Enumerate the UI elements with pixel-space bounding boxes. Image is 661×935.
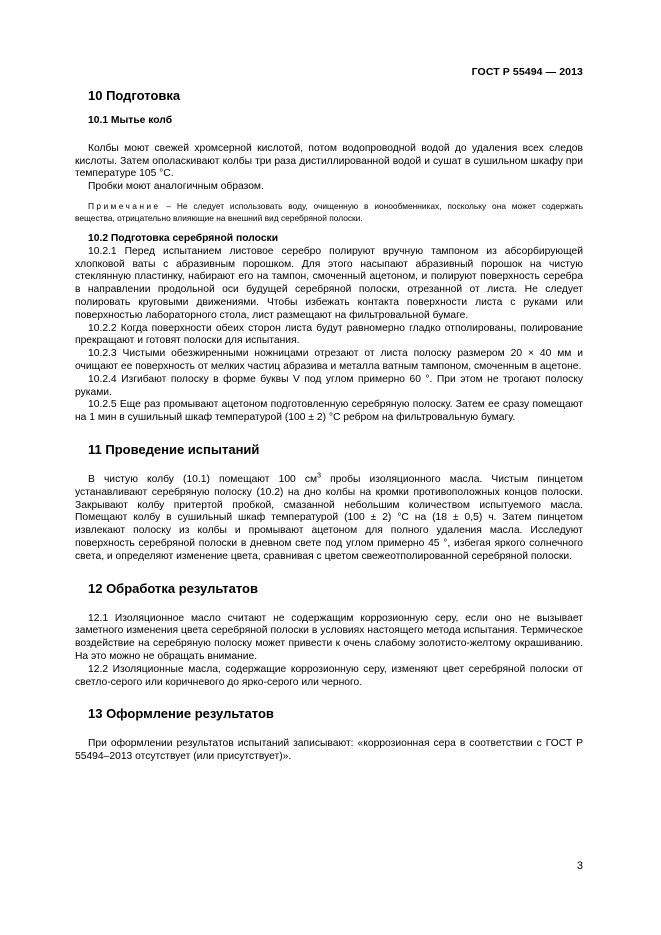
section-10-1-paragraph-2: Пробки моют аналогичным образом. [88, 181, 264, 193]
paragraph-12-1: 12.1 Изоляционное масло считают не содержащим коррозионную серу, если оно не вызывает заметного изменения цвета серебряной полоски в условиях настоящего метода испытания. Термическое воздействие на серебряную полоску может привести к очень слабому золотисто-желтому окрашиванию. На это можно не обращать внимание. [75, 612, 583, 662]
section-11-paragraph [75, 474, 583, 564]
paragraph-10-2-5: 10.2.5 Еще раз промывают ацетоном подготовленную серебряную полоску. Затем ее сразу помещают на 1 мин в сушильный шкаф температурой (100 ± 2) °С ребром на фильтровальную бумагу. [75, 399, 583, 424]
section-10-1-heading: 10.1 Мытье колб [88, 115, 173, 126]
section-10-1-paragraph: Колбы моют свежей хромсерной кислотой, потом водопроводной водой до удаления всех следов кислоты. Затем ополаскивают колбы три раза дистиллированной водой и сушат в сушильном шкафу при температуре 105 °С. [75, 142, 583, 180]
document-body [75, 88, 583, 764]
section-10-heading: 10 Подготовка [88, 88, 181, 103]
section-13-heading: 13 Оформление результатов [88, 706, 274, 722]
section-11-heading: 11 Проведение испытаний [88, 441, 260, 457]
superscript-cubic: 3 [317, 472, 321, 480]
document-code-header: ГОСТ Р 55494 — 2013 [471, 66, 583, 78]
section-11-text-b: пробы изоляционного масла. Чистым пинцетом устанавливают серебряную полоску (10.2) на дно колбы на кромки противоположных концов полоски. Закрывают колбу притертой пробкой, смазанной небольшим количеством испытуемого масла. Помещают колбу в сушильный шкаф температурой (100 ± 2) °С на (18 ± 0,5) ч. Затем пинцетом извлекают полоску из колбы и промывают ацетоном для полного удаления масла. Исследуют поверхность серебряной полоски в дневном свете под углом примерно 45 °, избегая яркого солнечного света, и определяют изменение цвета, сравнивая с цветом свежеотполированной серебряной полоски. [75, 473, 583, 562]
note-text: – Не следует использовать воду, очищенную в ионообменниках, поскольку она может содержать вещества, отрицательно влияющие на внешний вид серебряной полоски. [75, 200, 583, 224]
section-11-text-a: В чистую колбу (10.1) помещают 100 см [88, 473, 318, 485]
note-label: Примечание [88, 200, 161, 211]
paragraph-10-2-1: 10.2.1 Перед испытанием листовое серебро полируют вручную тампоном из абсорбирующей хлопковой ваты с абразивным порошком. Для этого насыпают абразивный порошок на чистую стеклянную пластинку, набирают его на тампон, смоченный ацетоном, и полируют поверхность серебра в направлении продольной оси будущей серебряной полоски, отрезанной от листа. Не следует полировать круговыми движениями. Чтобы избежать контакта поверхности листа с руками или поверхностью лабораторного стола, лист размещают на фильтровальной бумаге. [75, 245, 583, 321]
section-12-heading: 12 Обработка результатов [88, 580, 258, 596]
section-10-2-heading: 10.2 Подготовка серебряной полоски [88, 232, 279, 244]
paragraph-10-2-3: 10.2.3 Чистыми обезжиренными ножницами отрезают от листа полоску размером 20 × 40 мм и очищают ее поверхность от мелких частиц абразива и металла ватным тампоном, смоченным в ацетоне. [75, 348, 583, 372]
note-paragraph [75, 200, 583, 225]
page-number: 3 [576, 860, 583, 872]
paragraph-10-2-2: 10.2.2 Когда поверхности обеих сторон листа будут равномерно гладко отполированы, полирование прекращают и готовят полоски для испытания. [75, 322, 583, 347]
section-13-paragraph: При оформлении результатов испытаний записывают: «коррозионная сера в соответствии с ГОСТ Р 55494–2013 отсутствует (или присутствует)». [75, 738, 583, 763]
paragraph-12-2: 12.2 Изоляционные масла, содержащие коррозионную серу, изменяют цвет серебряной полоски от светло-серого или коричневого до ярко-серого или черного. [75, 663, 583, 688]
paragraph-10-2-4: 10.2.4 Изгибают полоску в форме буквы V под углом примерно 60 °. При этом не трогают полоску руками. [75, 373, 583, 398]
